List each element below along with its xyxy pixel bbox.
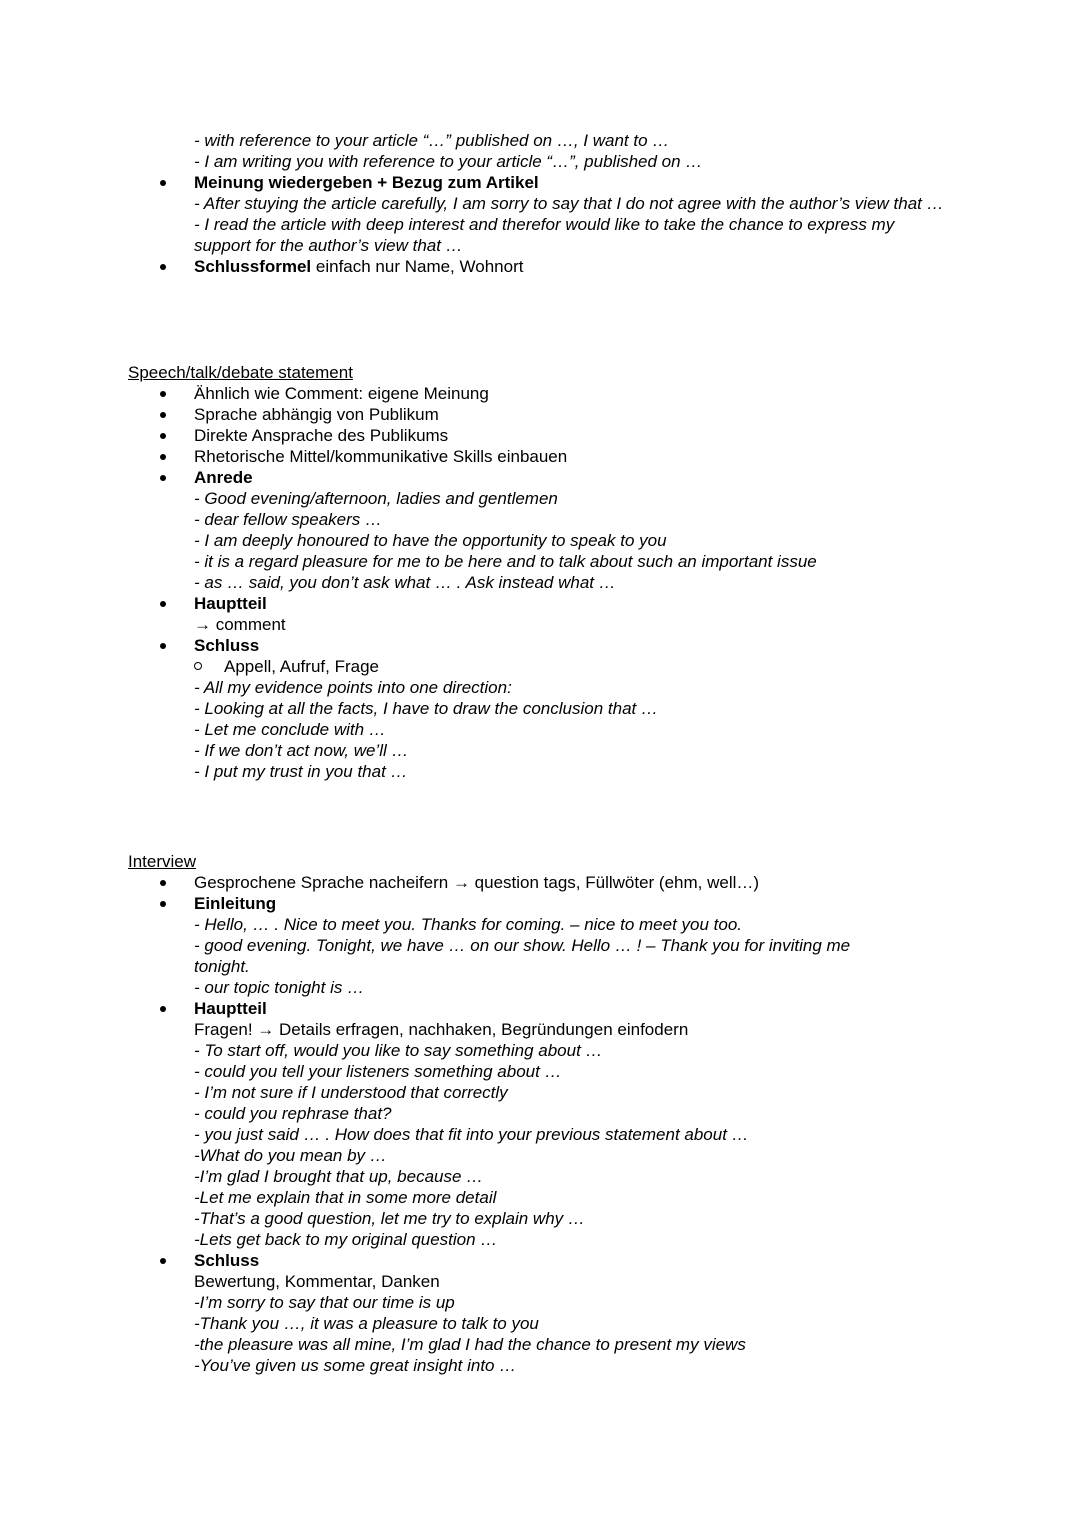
item-title: Einleitung (194, 894, 277, 913)
phrase-line: -Thank you …, it was a pleasure to talk to you (194, 1314, 539, 1333)
phrase-line: - dear fellow speakers … (194, 510, 383, 529)
item-title: Hauptteil (194, 594, 267, 613)
phrase-line: - Good evening/afternoon, ladies and gentlemen (194, 489, 558, 508)
intro-phrases (194, 130, 954, 172)
bullet-icon (160, 433, 166, 439)
phrase-line: - After stuying the article carefully, I am sorry to say that I do not agree with the author’s view that … (194, 194, 944, 213)
phrase-line: -Lets get back to my original question … (194, 1230, 498, 1249)
list-item-meinung (0, 172, 1080, 256)
phrase-line: → comment (194, 615, 286, 634)
bullet-icon (160, 880, 166, 886)
circle-bullet-icon (194, 662, 202, 670)
section-heading: Interview (128, 852, 197, 871)
phrase-line: - you just said … . How does that fit into your previous statement about … (194, 1125, 749, 1144)
phrase-line: -That’s a good question, let me try to explain why … (194, 1209, 585, 1228)
phrase-line: - our topic tonight is … (194, 978, 365, 997)
hauptteil-lines (194, 614, 954, 635)
item-title: Schluss (194, 636, 260, 655)
item-text (194, 256, 954, 277)
phrase-line: -I’m glad I brought that up, because … (194, 1167, 484, 1186)
phrase-line: - If we don’t act now, we’ll … (194, 741, 409, 760)
phrase-line: -I’m sorry to say that our time is up (194, 1293, 455, 1312)
item-description: einfach nur Name, Wohnort (311, 257, 524, 276)
bullet-icon (160, 475, 166, 481)
list-item (0, 425, 1080, 446)
phrase-line: - I am deeply honoured to have the opportunity to speak to you (194, 531, 667, 550)
bullet-icon (160, 264, 166, 270)
item-title: Hauptteil (194, 999, 267, 1018)
phrase-line: -You’ve given us some great insight into … (194, 1356, 517, 1375)
phrase-line: - as … said, you don’t ask what … . Ask instead what … (194, 573, 616, 592)
meinung-phrases (194, 193, 954, 256)
item-text: Ähnlich wie Comment: eigene Meinung (194, 384, 489, 403)
phrase-line: - I put my trust in you that … (194, 762, 408, 781)
phrase-line: - good evening. Tonight, we have … on our show. Hello … ! – Thank you for inviting me tonight. (194, 936, 851, 976)
item-text: Sprache abhängig von Publikum (194, 405, 439, 424)
list-item (0, 404, 1080, 425)
schluss-phrases (194, 677, 954, 782)
sub-item-text: Appell, Aufruf, Frage (224, 657, 379, 676)
list-item-hauptteil (0, 998, 1080, 1250)
bullet-icon (160, 643, 166, 649)
speech-list (0, 383, 1080, 782)
item-title: Anrede (194, 468, 253, 487)
phrase-line: - Looking at all the facts, I have to draw the conclusion that … (194, 699, 658, 718)
bullet-icon (160, 601, 166, 607)
list-item (0, 383, 1080, 404)
bullet-icon (160, 412, 166, 418)
phrase-line: - it is a regard pleasure for me to be here and to talk about such an important issue (194, 552, 817, 571)
phrase-line: -What do you mean by … (194, 1146, 387, 1165)
list-item-schluss (0, 1250, 1080, 1376)
schluss-phrases (194, 1271, 954, 1376)
phrase-line: - I’m not sure if I understood that correctly (194, 1083, 508, 1102)
bullet-icon (160, 901, 166, 907)
list-item-schlussformel (0, 256, 1080, 277)
item-note: Fragen! → Details erfragen, nachhaken, Begründungen einfodern (194, 1020, 689, 1039)
section-heading: Speech/talk/debate statement (128, 363, 353, 382)
phrase-line: - I am writing you with reference to your article “…”, published on … (194, 152, 703, 171)
phrase-line: - could you tell your listeners something about … (194, 1062, 562, 1081)
interview-list (0, 872, 1080, 1376)
einleitung-phrases (194, 914, 954, 998)
phrase-line: - All my evidence points into one direction: (194, 678, 512, 697)
phrase-line: - I read the article with deep interest and therefor would like to take the chance to express my support for the author’s view that … (194, 215, 895, 255)
item-title: Schluss (194, 1251, 260, 1270)
phrase-line: - Let me conclude with … (194, 720, 386, 739)
item-text: Direkte Ansprache des Publikums (194, 426, 449, 445)
bullet-icon (160, 454, 166, 460)
item-text: Gesprochene Sprache nacheifern → question tags, Füllwöter (ehm, well…) (194, 873, 760, 892)
bullet-icon (160, 1258, 166, 1264)
item-text: Rhetorische Mittel/kommunikative Skills einbauen (194, 447, 568, 466)
anrede-phrases (194, 488, 954, 593)
bullet-icon (160, 391, 166, 397)
list-item-schluss (0, 635, 1080, 782)
hauptteil-phrases (194, 1019, 954, 1250)
list-item-einleitung (0, 893, 1080, 998)
item-note: Bewertung, Kommentar, Danken (194, 1272, 440, 1291)
letter-section (0, 130, 1080, 277)
list-item (0, 872, 1080, 893)
item-title: Schlussformel (194, 257, 312, 276)
list-item-anrede (0, 467, 1080, 593)
phrase-line: - Hello, … . Nice to meet you. Thanks for coming. – nice to meet you too. (194, 915, 743, 934)
item-title: Meinung wiedergeben + Bezug zum Artikel (194, 173, 539, 192)
phrase-line: -Let me explain that in some more detail (194, 1188, 497, 1207)
phrase-line: -the pleasure was all mine, I’m glad I had the chance to present my views (194, 1335, 746, 1354)
phrase-line: - with reference to your article “…” published on …, I want to … (194, 131, 670, 150)
phrase-line: - To start off, would you like to say something about … (194, 1041, 603, 1060)
bullet-icon (160, 180, 166, 186)
list-item (0, 446, 1080, 467)
sub-list-item (194, 656, 1080, 677)
bullet-icon (160, 1006, 166, 1012)
phrase-line: - could you rephrase that? (194, 1104, 392, 1123)
list-item-hauptteil (0, 593, 1080, 635)
